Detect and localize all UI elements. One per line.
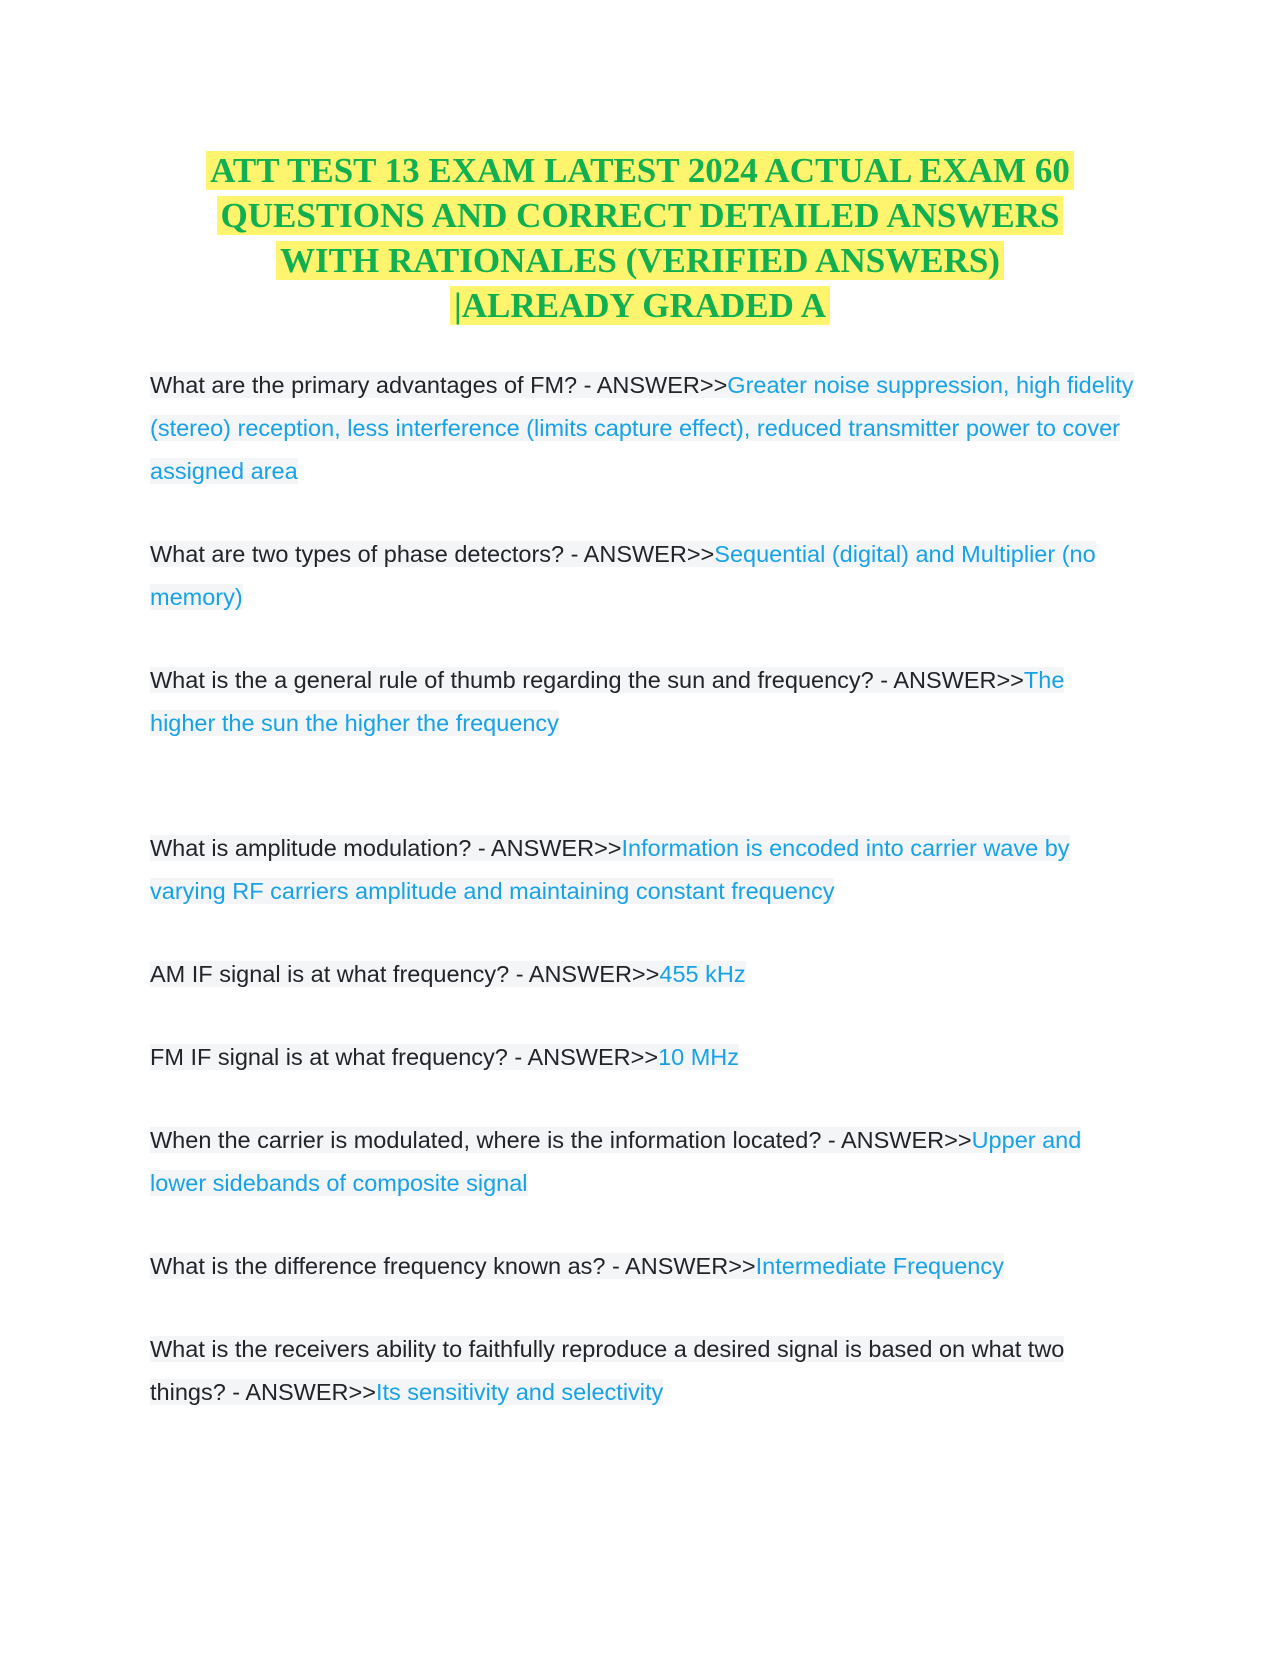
title-line: QUESTIONS AND CORRECT DETAILED ANSWERS — [217, 196, 1064, 235]
qa-item — [150, 953, 1135, 996]
qa-item — [150, 1245, 1135, 1288]
answer-text: 10 MHz — [658, 1044, 740, 1070]
qa-item — [150, 364, 1135, 493]
question-text: FM IF signal is at what frequency? - ANSWER>> — [150, 1044, 659, 1070]
qa-list — [150, 364, 1135, 1414]
qa-item — [150, 659, 1135, 745]
title-line: WITH RATIONALES (VERIFIED ANSWERS) — [276, 241, 1004, 280]
answer-text: The higher the sun the higher the frequency — [150, 667, 1065, 736]
qa-item — [150, 1328, 1135, 1414]
title-line: |ALREADY GRADED A — [450, 286, 830, 325]
answer-text: Upper and lower sidebands of composite signal — [150, 1127, 1082, 1196]
question-text: What is amplitude modulation? - ANSWER>> — [150, 835, 622, 861]
question-text: What is the a general rule of thumb regarding the sun and frequency? - ANSWER>> — [150, 667, 1024, 693]
qa-item — [150, 533, 1135, 619]
answer-text: Sequential (digital) and Multiplier (no memory) — [150, 541, 1096, 610]
question-text: AM IF signal is at what frequency? - ANSWER>> — [150, 961, 660, 987]
answer-text: Its sensitivity and selectivity — [375, 1379, 664, 1405]
answer-text: 455 kHz — [659, 961, 746, 987]
question-text: What are the primary advantages of FM? - ANSWER>> — [150, 372, 728, 398]
answer-text: Intermediate Frequency — [755, 1253, 1004, 1279]
title-line: ATT TEST 13 EXAM LATEST 2024 ACTUAL EXAM 60 — [206, 151, 1074, 190]
qa-item — [150, 827, 1135, 913]
question-text: What is the receivers ability to faithfully reproduce a desired signal is based on what two things? - ANSWER>> — [150, 1336, 1065, 1405]
question-text: What are two types of phase detectors? - ANSWER>> — [150, 541, 715, 567]
answer-text: Greater noise suppression, high fidelity (stereo) reception, less interference (limits capture effect), reduced transmitter power to cover assigned area — [150, 372, 1134, 484]
qa-item — [150, 1036, 1135, 1079]
question-text: What is the difference frequency known as? - ANSWER>> — [150, 1253, 756, 1279]
document-title — [150, 148, 1130, 328]
qa-item — [150, 1119, 1135, 1205]
answer-text: Information is encoded into carrier wave by varying RF carriers amplitude and maintaining constant frequency — [150, 835, 1070, 904]
question-text: When the carrier is modulated, where is the information located? - ANSWER>> — [150, 1127, 972, 1153]
